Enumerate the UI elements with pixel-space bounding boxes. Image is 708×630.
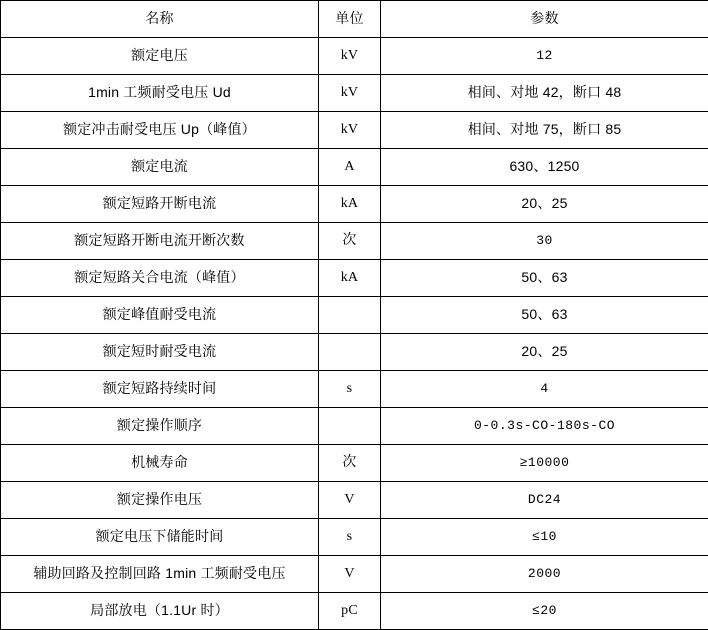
- cell-name: 局部放电（1.1Ur 时）: [1, 593, 319, 630]
- cell-name: 机械寿命: [1, 445, 319, 482]
- table-row: [1, 260, 708, 297]
- column-header-param: 参数: [381, 1, 708, 38]
- cell-unit: kA: [319, 186, 381, 223]
- cell-unit: [319, 297, 381, 334]
- table-row: [1, 445, 708, 482]
- cell-param: 相间、对地 75，断口 85: [381, 112, 708, 149]
- cell-name: 额定短时耐受电流: [1, 334, 319, 371]
- cell-unit: [319, 334, 381, 371]
- table-header-row: [1, 1, 708, 38]
- cell-unit: 次: [319, 223, 381, 260]
- cell-unit: s: [319, 519, 381, 556]
- cell-unit: A: [319, 149, 381, 186]
- cell-param: 12: [381, 38, 708, 75]
- cell-param: 2000: [381, 556, 708, 593]
- column-header-name: 名称: [1, 1, 319, 38]
- cell-name: 额定短路开断电流开断次数: [1, 223, 319, 260]
- cell-name: 额定峰值耐受电流: [1, 297, 319, 334]
- cell-param: 相间、对地 42，断口 48: [381, 75, 708, 112]
- cell-name: 额定操作顺序: [1, 408, 319, 445]
- table-row: [1, 334, 708, 371]
- cell-name: 额定操作电压: [1, 482, 319, 519]
- cell-param: 0-0.3s-CO-180s-CO: [381, 408, 708, 445]
- cell-unit: kV: [319, 75, 381, 112]
- cell-unit: pC: [319, 593, 381, 630]
- cell-unit: kV: [319, 112, 381, 149]
- cell-param: 630、1250: [381, 149, 708, 186]
- cell-name: 额定电流: [1, 149, 319, 186]
- table-row: [1, 519, 708, 556]
- table-row: [1, 112, 708, 149]
- cell-name: 1min 工频耐受电压 Ud: [1, 75, 319, 112]
- cell-unit: 次: [319, 445, 381, 482]
- cell-unit: s: [319, 371, 381, 408]
- table-row: [1, 297, 708, 334]
- cell-name: 辅助回路及控制回路 1min 工频耐受电压: [1, 556, 319, 593]
- cell-unit: V: [319, 556, 381, 593]
- table-row: [1, 38, 708, 75]
- cell-unit: [319, 408, 381, 445]
- table-row: [1, 482, 708, 519]
- table-row: [1, 186, 708, 223]
- cell-name: 额定短路持续时间: [1, 371, 319, 408]
- table-body: [1, 38, 708, 630]
- cell-param: DC24: [381, 482, 708, 519]
- cell-param: ≤20: [381, 593, 708, 630]
- cell-param: 20、25: [381, 334, 708, 371]
- table-row: [1, 223, 708, 260]
- cell-param: ≥10000: [381, 445, 708, 482]
- cell-name: 额定电压下储能时间: [1, 519, 319, 556]
- cell-unit: V: [319, 482, 381, 519]
- cell-param: ≤10: [381, 519, 708, 556]
- table-row: [1, 408, 708, 445]
- cell-unit: kA: [319, 260, 381, 297]
- table-row: [1, 556, 708, 593]
- cell-name: 额定电压: [1, 38, 319, 75]
- cell-param: 30: [381, 223, 708, 260]
- table-row: [1, 75, 708, 112]
- table-row: [1, 149, 708, 186]
- cell-name: 额定冲击耐受电压 Up（峰值）: [1, 112, 319, 149]
- cell-param: 50、63: [381, 260, 708, 297]
- cell-param: 20、25: [381, 186, 708, 223]
- cell-name: 额定短路关合电流（峰值）: [1, 260, 319, 297]
- cell-param: 4: [381, 371, 708, 408]
- cell-param: 50、63: [381, 297, 708, 334]
- cell-unit: kV: [319, 38, 381, 75]
- cell-name: 额定短路开断电流: [1, 186, 319, 223]
- table-row: [1, 593, 708, 630]
- column-header-unit: 单位: [319, 1, 381, 38]
- table-row: [1, 371, 708, 408]
- table-header: [1, 1, 708, 38]
